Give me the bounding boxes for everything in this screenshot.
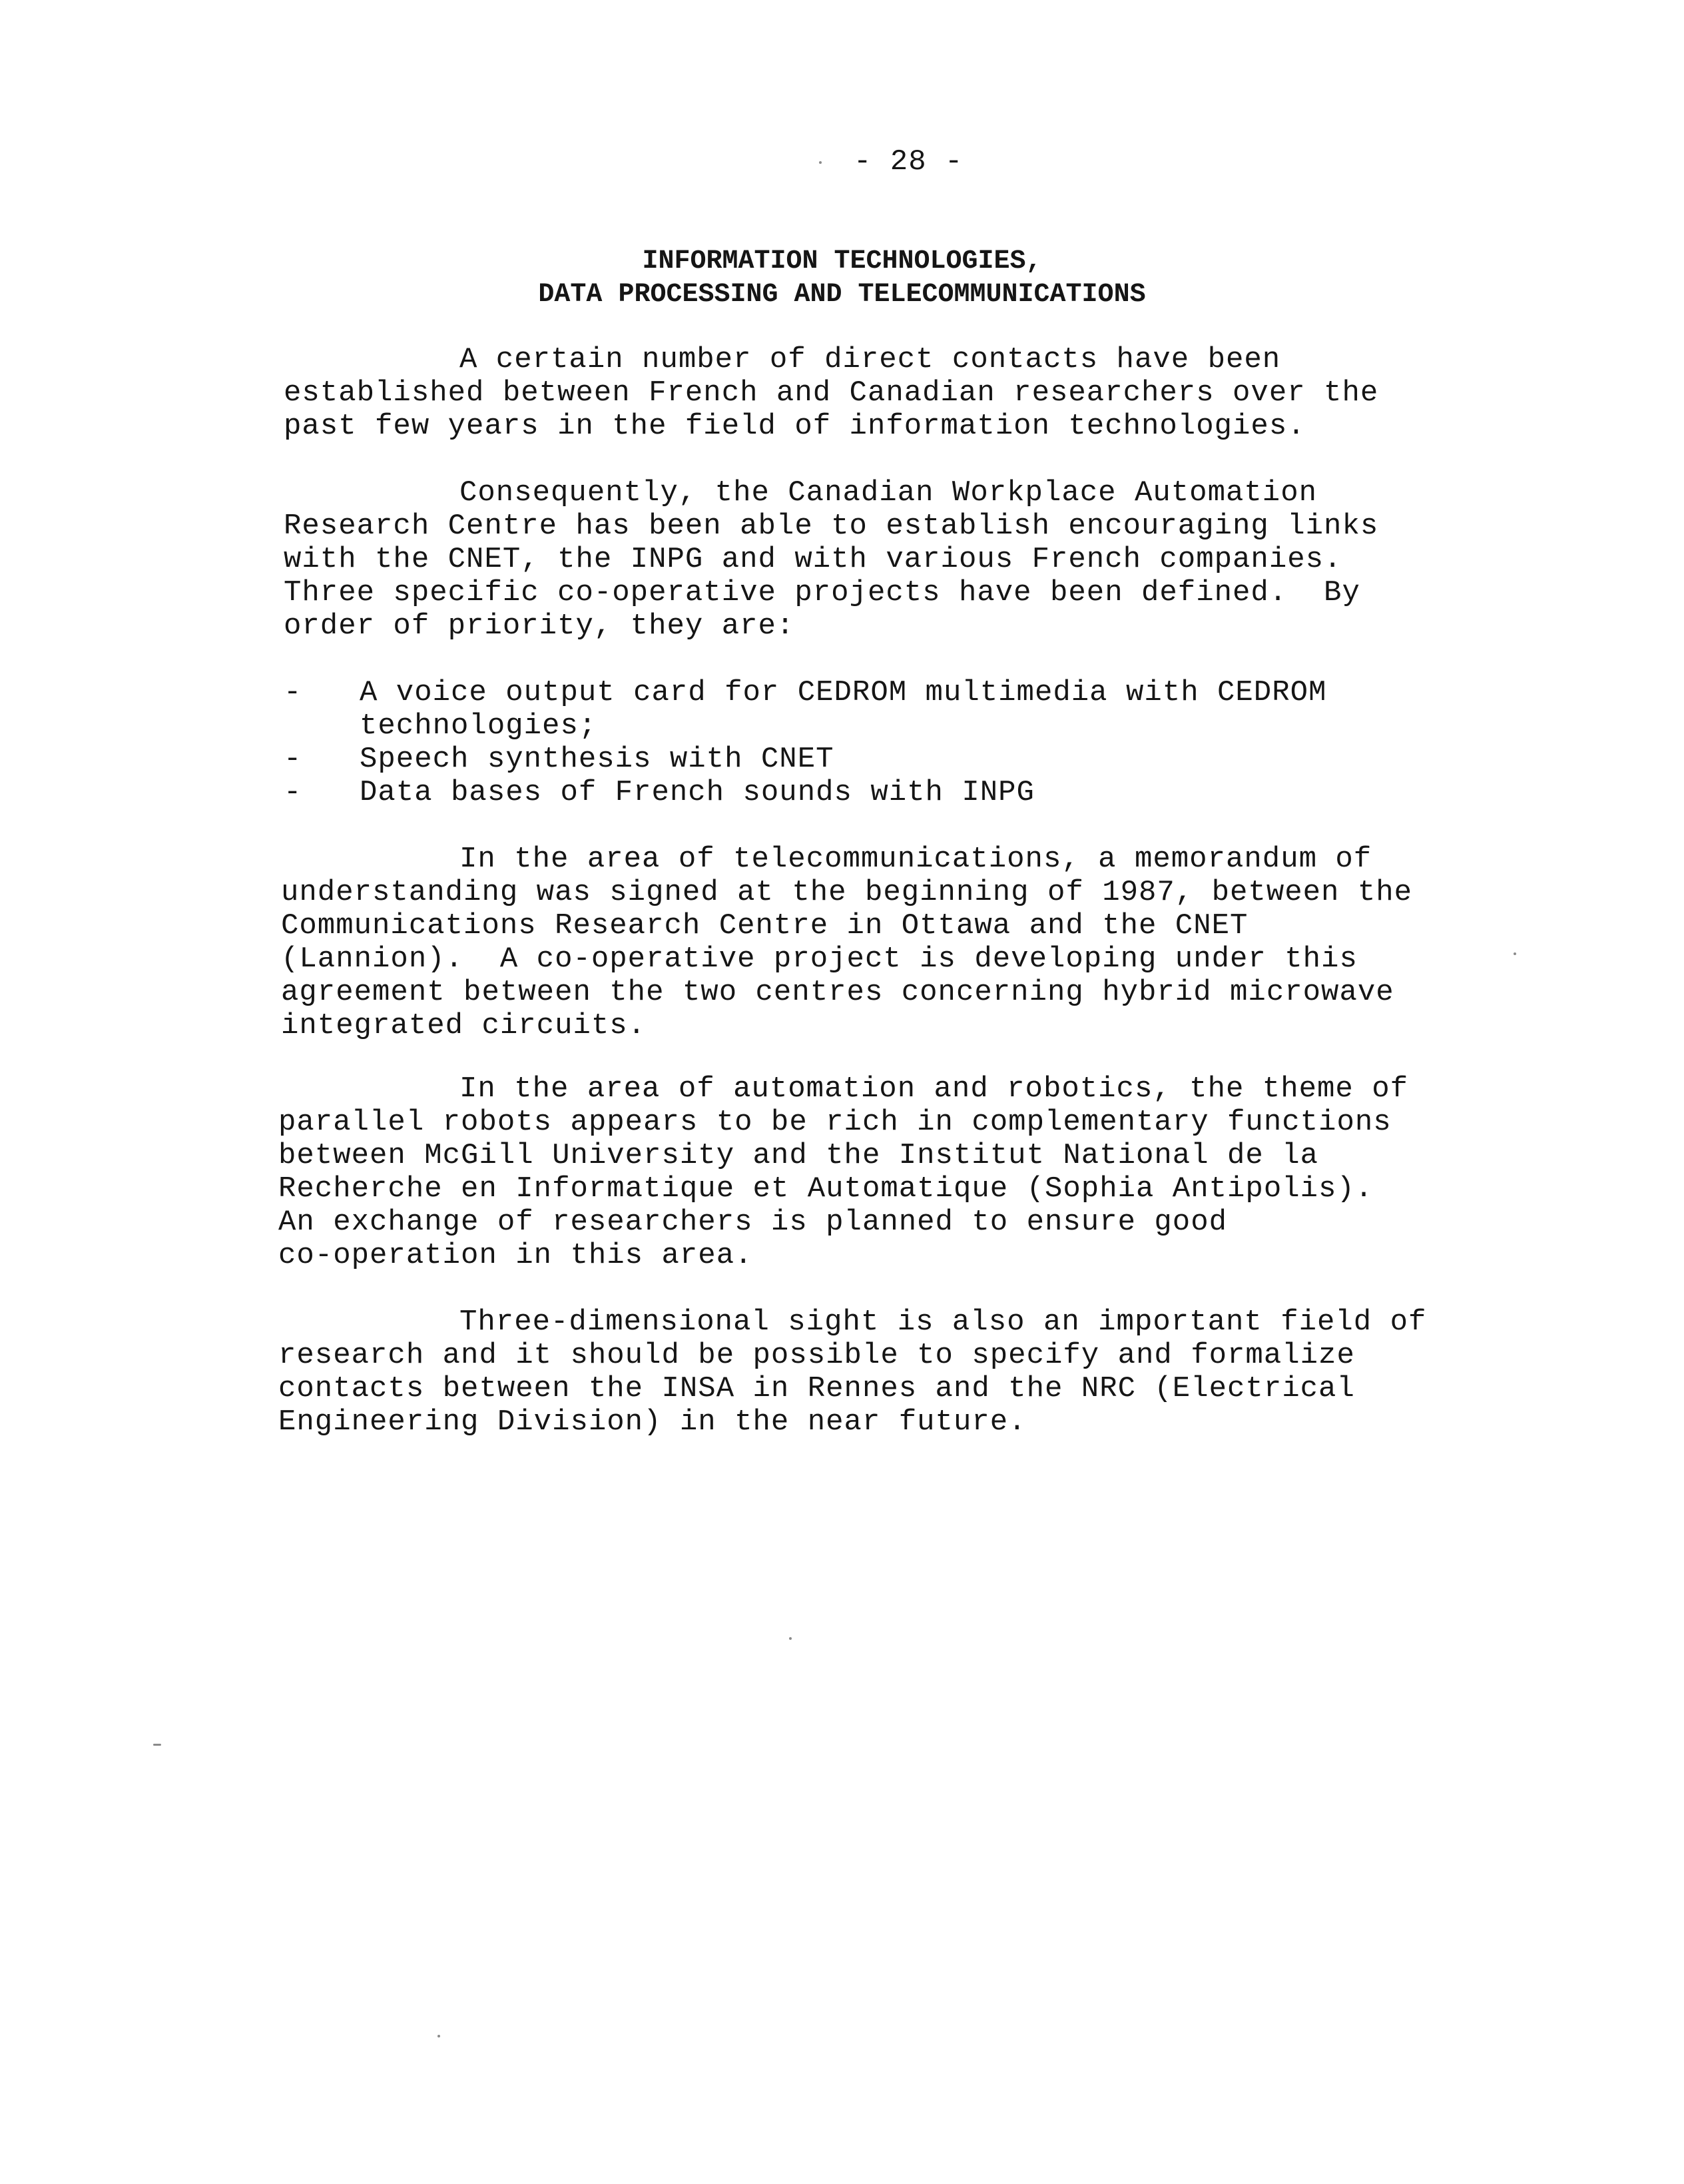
scan-speck [789, 1637, 792, 1640]
paragraph-line: Three-dimensional sight is also an important field of [459, 1305, 1427, 1339]
heading-line-2: DATA PROCESSING AND TELECOMMUNICATIONS [538, 280, 1146, 310]
paragraph-line: integrated circuits. [281, 1009, 647, 1042]
paragraph-line: between McGill University and the Institut National de la [278, 1139, 1319, 1172]
scan-speck [437, 2035, 440, 2037]
paragraph-line: established between French and Canadian researchers over the [284, 376, 1379, 410]
paragraph-line: co-operation in this area. [278, 1239, 753, 1272]
list-dash: - [284, 676, 302, 709]
scan-speck [1514, 952, 1516, 955]
page-number: - 28 - [854, 145, 964, 179]
paragraph-line: Three specific co-operative projects have been defined. By [284, 576, 1360, 609]
paragraph-line: An exchange of researchers is planned to ensure good [278, 1206, 1228, 1239]
paragraph-line: order of priority, they are: [284, 609, 795, 643]
paragraph-line: with the CNET, the INPG and with various French companies. [284, 543, 1342, 576]
list-item-line: technologies; [360, 709, 597, 743]
paragraph-line: research and it should be possible to specify and formalize [278, 1339, 1355, 1372]
list-item-line: Data bases of French sounds with INPG [360, 776, 1035, 809]
paragraph-line: parallel robots appears to be rich in complementary functions [278, 1106, 1392, 1139]
list-dash: - [284, 776, 302, 809]
list-item-line: Speech synthesis with CNET [360, 743, 834, 776]
list-item-line: A voice output card for CEDROM multimedia with CEDROM [360, 676, 1327, 709]
list-dash: - [284, 743, 302, 776]
paragraph-line: past few years in the field of information technologies. [284, 410, 1306, 443]
scan-speck [153, 1744, 161, 1746]
scan-speck [819, 161, 822, 164]
paragraph-line: In the area of automation and robotics, the theme of [459, 1072, 1409, 1106]
paragraph-line: Recherche en Informatique et Automatique (Sophia Antipolis). [278, 1172, 1374, 1206]
paragraph-line: Engineering Division) in the near future. [278, 1405, 1027, 1439]
paragraph-line: contacts between the INSA in Rennes and the NRC (Electrical [278, 1372, 1355, 1405]
paragraph-line: (Lannion). A co-operative project is developing under this [281, 942, 1358, 976]
paragraph-line: understanding was signed at the beginning of 1987, between the [281, 876, 1413, 909]
heading-line-1: INFORMATION TECHNOLOGIES, [642, 246, 1042, 276]
paragraph-line: A certain number of direct contacts have been [459, 343, 1281, 376]
paragraph-line: Consequently, the Canadian Workplace Automation [459, 476, 1318, 510]
paragraph-line: Research Centre has been able to establish encouraging links [284, 510, 1379, 543]
paragraph-line: agreement between the two centres concerning hybrid microwave [281, 976, 1394, 1009]
paragraph-line: Communications Research Centre in Ottawa and the CNET [281, 909, 1249, 942]
paragraph-line: In the area of telecommunications, a memorandum of [459, 843, 1372, 876]
